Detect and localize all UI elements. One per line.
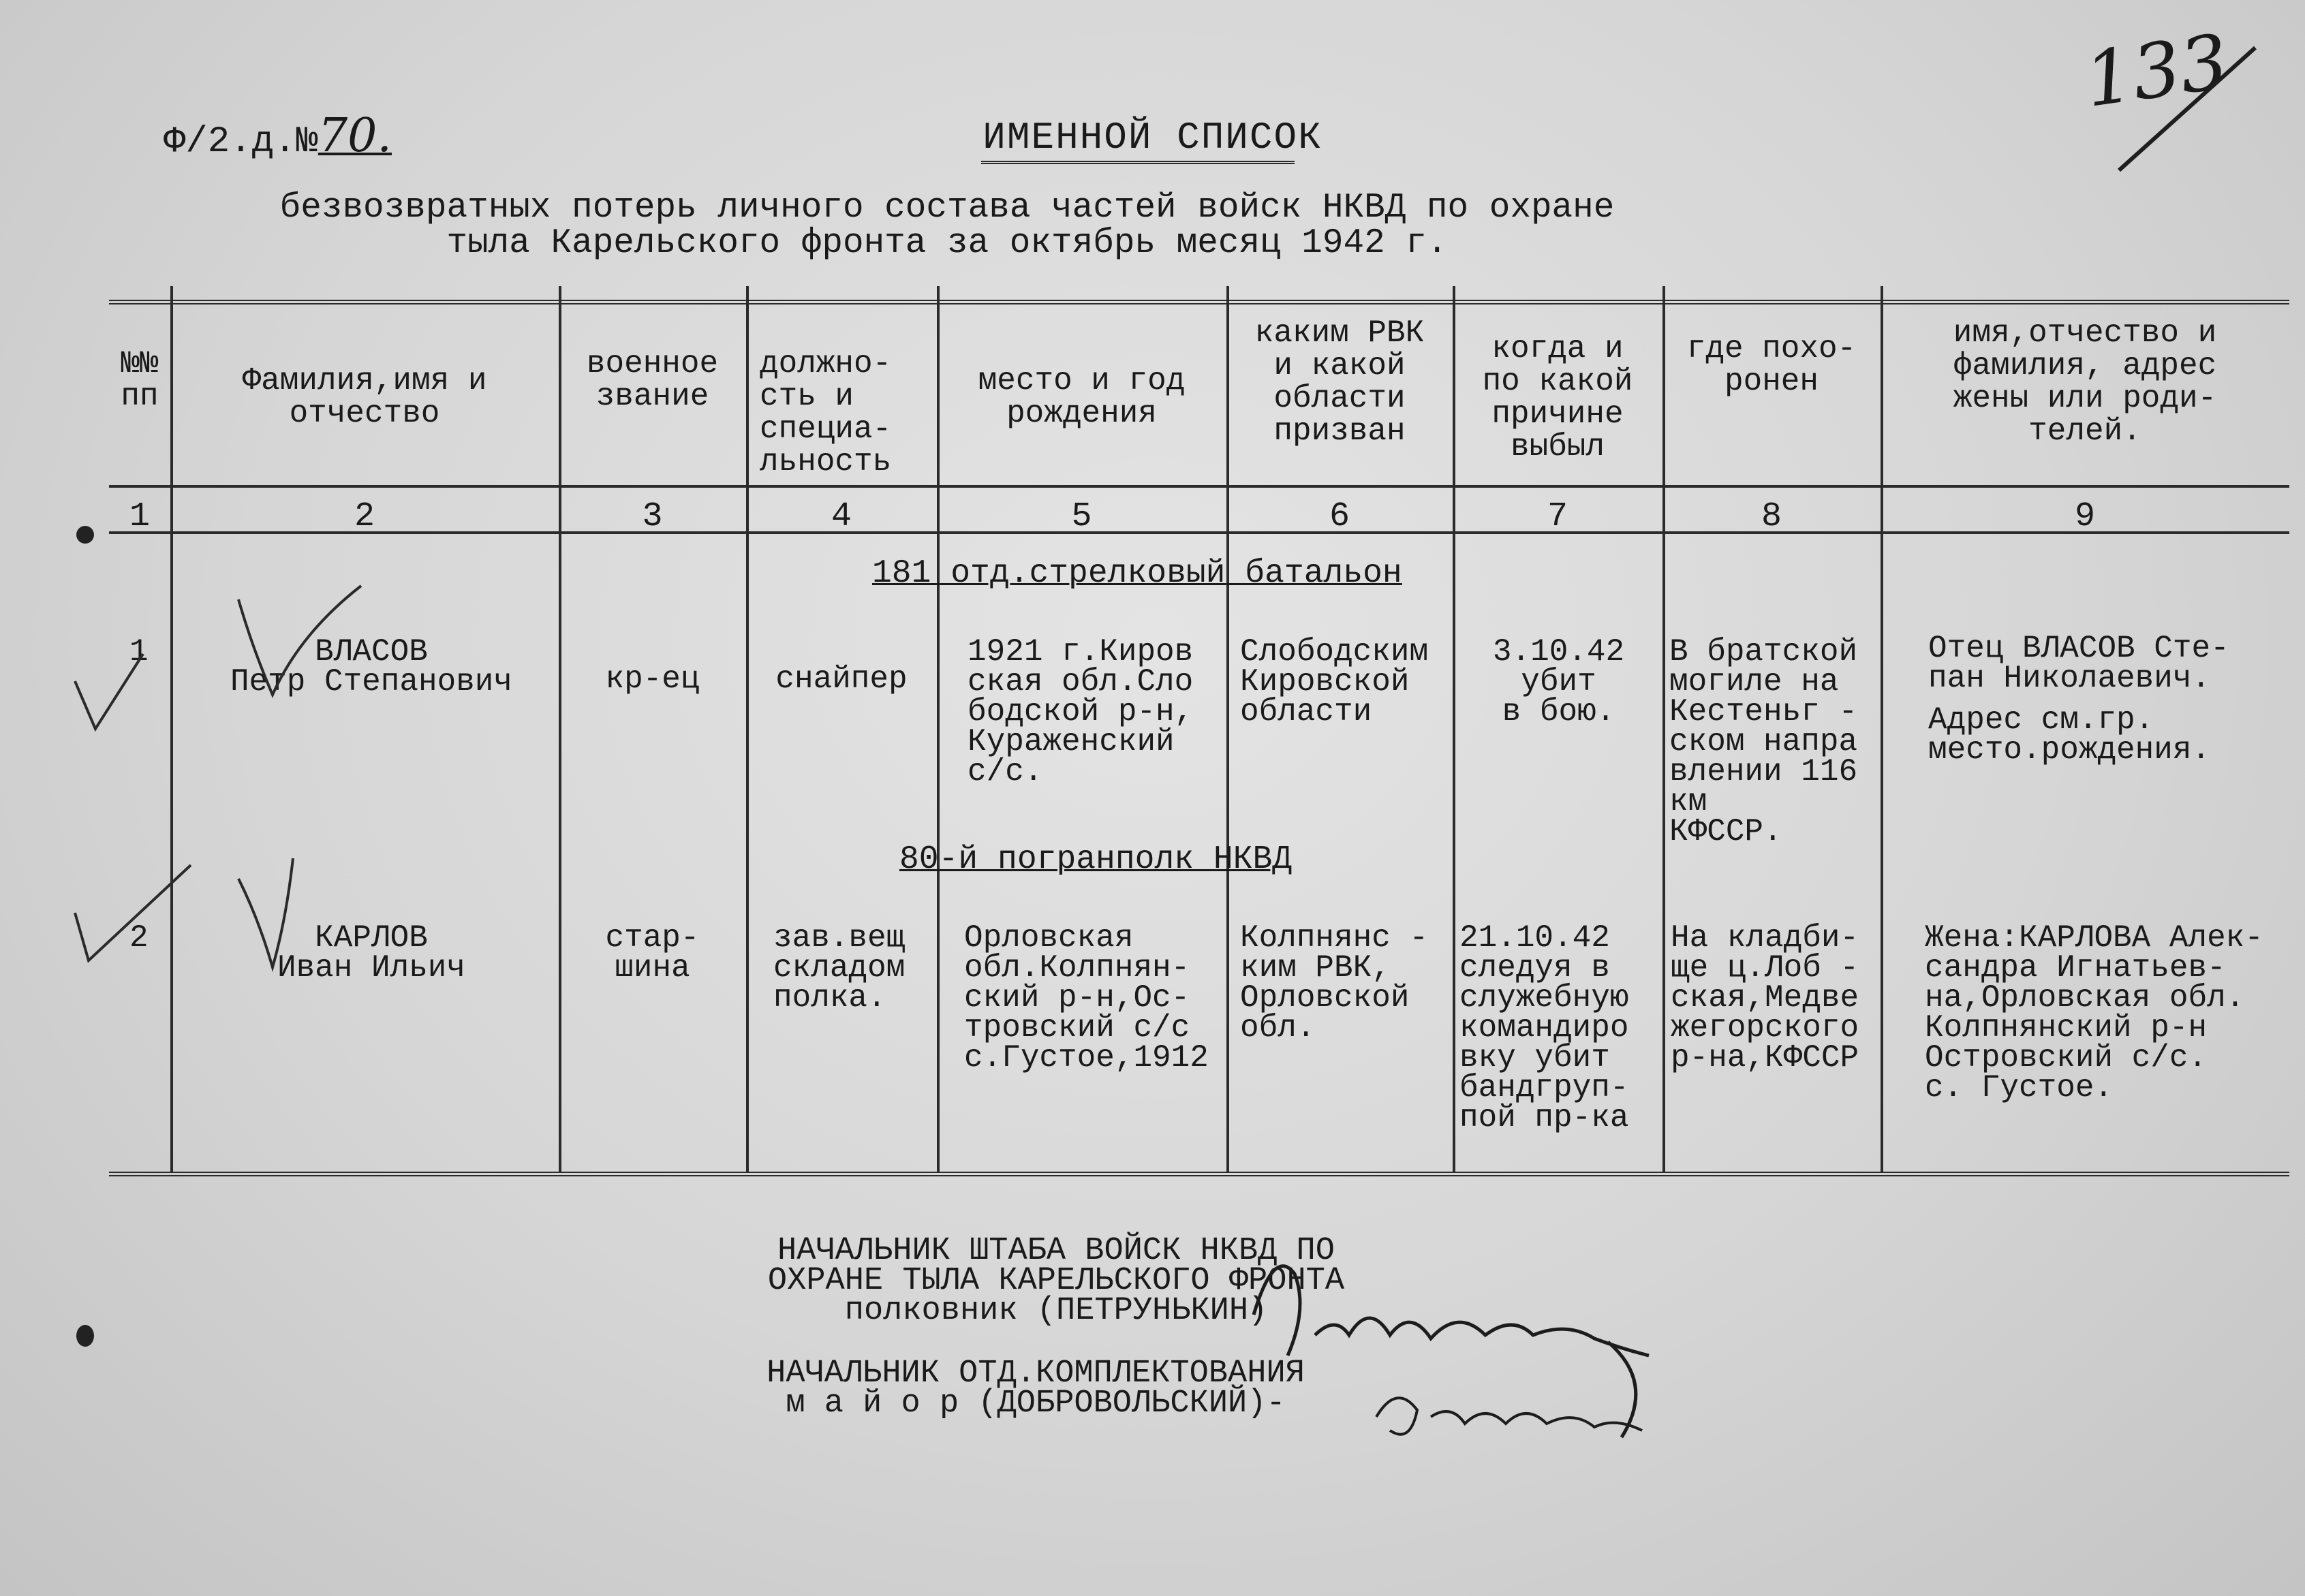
cell-position: зав.вещ складом полка. [773, 920, 906, 1016]
table-bottom-border [109, 1172, 2289, 1176]
cell-when: 3.10.42 убит в бою. [1492, 634, 1625, 730]
check-mark [68, 559, 368, 736]
col-number: 3 [642, 497, 663, 536]
cell-position: снайпер [775, 661, 908, 697]
punch-hole [76, 526, 94, 544]
document-subtitle: безвозвратных потерь личного состава частей войск НКВД по охране тыла Карельского фронта за октябрь месяц 1942 г. [279, 189, 1615, 263]
col-number: 5 [1071, 497, 1092, 536]
col-header-position: должно- сть и специа- льность [760, 346, 892, 480]
col-number: 8 [1761, 497, 1782, 536]
document-title: ИМЕННОЙ СПИСОК [983, 116, 1322, 159]
col-header-rank: военное звание [586, 346, 719, 414]
cell-when: 21.10.42 следуя в служебную командиро вку убит бандгруп- пой пр-ка [1459, 920, 1629, 1136]
punch-hole [76, 1325, 94, 1347]
col-header-name: Фамилия,имя и отчество [242, 363, 487, 431]
cell-birth: Орловская обл.Колпнян- ский р-н,Ос- тровский с/с с.Густое,1912 [964, 920, 1209, 1076]
cell-birth: 1921 г.Киров ская обл.Сло бодской р-н, Кураженский с/с. [968, 634, 1194, 789]
cell-buried: В братской могиле на Кестеньг - ском напра влении 116 км КФССР. [1669, 634, 1858, 849]
row-number: 2 [129, 920, 149, 956]
col-number: 6 [1329, 497, 1350, 536]
col-number: 4 [831, 497, 852, 536]
section-title: 181 отд.стрелковый батальон [872, 555, 1402, 592]
col-header-when: когда и по какой причине выбыл [1482, 331, 1633, 465]
cell-relatives: Жена:КАРЛОВА Алек- сандра Игнатьев- на,Орловская обл. Колпнянский р-н Островский с/с. с. Густое. [1925, 920, 2263, 1106]
cell-rank: кр-ец [605, 661, 700, 697]
signature-mark [1370, 1369, 1656, 1478]
casualty-table [109, 286, 2289, 1199]
cell-relatives-note: Адрес см.гр. место.рождения. [1928, 702, 2211, 768]
signatory-chief-of-staff: НАЧАЛЬНИК ШТАБА ВОЙСК НКВД ПО ОХРАНЕ ТЫЛА КАРЕЛЬСКОГО ФРОНТА полковник (ПЕТРУНЬКИН) [767, 1233, 1345, 1329]
cell-rvk: Колпнянс - ким РВК, Орловской обл. [1240, 920, 1429, 1046]
row-number: 1 [129, 634, 149, 670]
col-number: 2 [354, 497, 375, 536]
col-number: 1 [129, 497, 150, 536]
col-number: 9 [2074, 497, 2095, 536]
col-number: 7 [1547, 497, 1568, 536]
col-header-buried: где похо- ронен [1686, 331, 1857, 399]
col-header-birth: место и год рождения [978, 363, 1186, 431]
col-header-relatives: имя,отчество и фамилия, адрес жены или роди- телей. [1953, 315, 2217, 449]
check-mark [68, 851, 368, 1001]
cell-rank: стар- шина [605, 920, 700, 986]
cell-relatives: Отец ВЛАСОВ Сте- пан Николаевич. [1928, 631, 2229, 696]
col-header-number: №№ пп [121, 346, 159, 414]
col-header-rvk: каким РВК и какой области призван [1254, 315, 1425, 449]
table-top-border [109, 300, 2289, 304]
title-underline [981, 161, 1295, 164]
cell-buried: На кладби- ще ц.Лоб - ская,Медве жегорского р-на,КФССР [1671, 920, 1859, 1076]
cell-name: КАРЛОВ Иван Ильич [277, 920, 466, 986]
section-title: 80-й погранполк НКВД [899, 841, 1293, 878]
cell-name: ВЛАСОВ Петр Степанович [230, 634, 513, 700]
archive-page-number: 133 [2079, 18, 2233, 124]
file-ref-prefix: Ф/2.д.№ [164, 121, 318, 163]
signatory-chief-staffing: НАЧАЛЬНИК ОТД.КОМПЛЕКТОВАНИЯ м а й о р (ДОБРОВОЛЬСКИЙ)- [767, 1356, 1305, 1422]
file-ref-number: 70. [318, 109, 392, 163]
cell-rvk: Слободским Кировской области [1240, 634, 1429, 730]
